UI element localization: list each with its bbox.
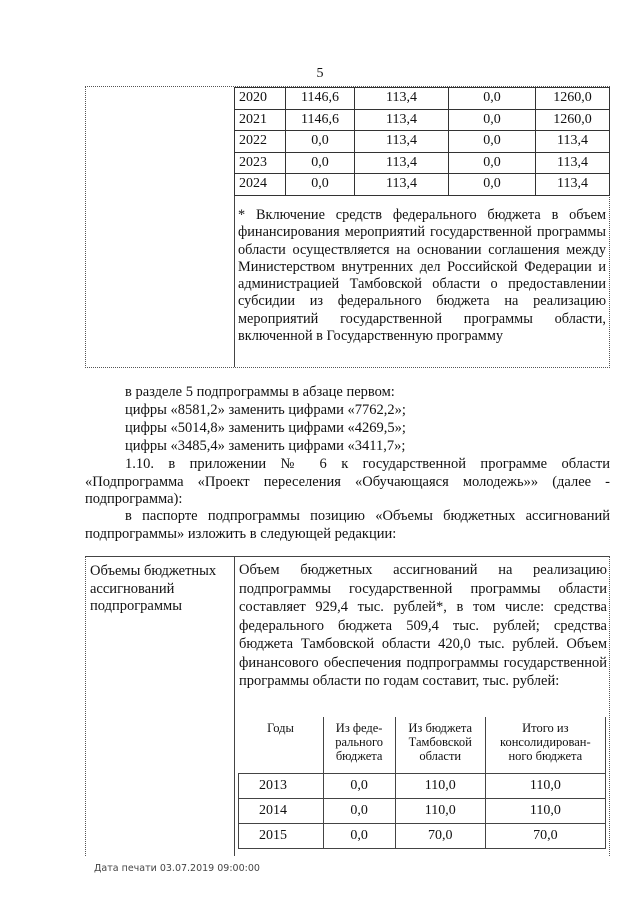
table-cell-v1: 0,0 bbox=[286, 131, 355, 153]
table-row bbox=[235, 174, 610, 196]
table-cell-total: 110,0 bbox=[485, 774, 605, 799]
table-cell-fed: 0,0 bbox=[323, 799, 395, 824]
table-row bbox=[235, 109, 610, 131]
table-cell-v2: 113,4 bbox=[355, 152, 449, 174]
funding-table-top bbox=[85, 86, 610, 368]
table-cell-v1: 0,0 bbox=[286, 174, 355, 196]
header-regional: Из бюджета Тамбовской области bbox=[395, 717, 485, 774]
table-cell-v3: 0,0 bbox=[449, 131, 536, 153]
table-row bbox=[239, 799, 606, 824]
page-number: 5 bbox=[316, 66, 324, 81]
paragraph-replace-2: цифры «5014,8» заменить цифрами «4269,5»; bbox=[125, 420, 406, 436]
table-cell-v4: 113,4 bbox=[536, 131, 610, 153]
paragraph-section5: в разделе 5 подпрограммы в абзаце первом: bbox=[125, 384, 395, 400]
table-cell-year: 2023 bbox=[235, 152, 286, 174]
table-cell-v1: 1146,6 bbox=[286, 109, 355, 131]
table-cell-reg: 110,0 bbox=[395, 799, 485, 824]
table-row bbox=[235, 131, 610, 153]
table-cell-year: 2020 bbox=[235, 88, 286, 110]
paragraph-replace-1: цифры «8581,2» заменить цифрами «7762,2»; bbox=[125, 402, 406, 418]
table-row bbox=[235, 88, 610, 110]
table-cell-v4: 113,4 bbox=[536, 152, 610, 174]
table-cell-v2: 113,4 bbox=[355, 88, 449, 110]
table-cell-year: 2013 bbox=[239, 774, 324, 799]
table-cell-reg: 110,0 bbox=[395, 774, 485, 799]
table-cell-v3: 0,0 bbox=[449, 152, 536, 174]
table-cell-v3: 0,0 bbox=[449, 174, 536, 196]
table-cell-year: 2022 bbox=[235, 131, 286, 153]
table-cell-v4: 113,4 bbox=[536, 174, 610, 196]
table-cell-year: 2014 bbox=[239, 799, 324, 824]
header-years: Годы bbox=[239, 717, 324, 774]
table-cell-v3: 0,0 bbox=[449, 109, 536, 131]
table-cell-total: 70,0 bbox=[485, 824, 605, 849]
table-cell-year: 2015 bbox=[239, 824, 324, 849]
header-total: Итого из консолидирован- ного бюджета bbox=[485, 717, 605, 774]
funding-table-bottom bbox=[85, 556, 610, 856]
table-row bbox=[239, 824, 606, 849]
table-cell-total: 110,0 bbox=[485, 799, 605, 824]
table-cell-year: 2024 bbox=[235, 174, 286, 196]
table-cell-year: 2021 bbox=[235, 109, 286, 131]
federal-budget-footnote: * Включение средств федерального бюджета в объем финансирования мероприятий государственной программы области осуществляется на основании соглашения между Министерством внутренних дел Российской Федерации и администрацией Тамбовской области о предоставлении субсидии из федерального бюджета на реализацию мероприятий государственной программы области, включенной в Государственную программу bbox=[238, 207, 606, 345]
table-cell-v4: 1260,0 bbox=[536, 88, 610, 110]
subprogram-yearly-table bbox=[238, 717, 606, 849]
table-row bbox=[235, 152, 610, 174]
yearly-funding-table bbox=[234, 87, 610, 196]
table-cell-v2: 113,4 bbox=[355, 131, 449, 153]
table-cell-fed: 0,0 bbox=[323, 824, 395, 849]
row-label: Объемы бюджетных ассигнований подпрограммы bbox=[90, 563, 217, 614]
budget-description: Объем бюджетных ассигнований на реализацию подпрограммы государственной программы области составляет 929,4 тыс. рублей*, в том числе: средства федерального бюджета 509,4 тыс. рублей; средства бюджета Тамбовской области 420,0 тыс. рублей. Объем финансового обеспечения подпрограммы государственной программы области по годам составит, тыс. рублей: bbox=[239, 562, 607, 689]
table-cell-v3: 0,0 bbox=[449, 88, 536, 110]
paragraph-replace-3: цифры «3485,4» заменить цифрами «3411,7»; bbox=[125, 438, 406, 454]
table-cell-v4: 1260,0 bbox=[536, 109, 610, 131]
print-date: Дата печати 03.07.2019 09:00:00 bbox=[94, 863, 260, 874]
table-cell-v1: 1146,6 bbox=[286, 88, 355, 110]
table-row bbox=[239, 774, 606, 799]
table-cell-fed: 0,0 bbox=[323, 774, 395, 799]
table-cell-v2: 113,4 bbox=[355, 109, 449, 131]
table-cell-v1: 0,0 bbox=[286, 152, 355, 174]
table-cell-v2: 113,4 bbox=[355, 174, 449, 196]
paragraph-passport: в паспорте подпрограммы позицию «Объемы бюджетных ассигнований подпрограммы» изложить в следующей редакции: bbox=[85, 508, 610, 542]
header-federal: Из феде- рального бюджета bbox=[323, 717, 395, 774]
table-cell-reg: 70,0 bbox=[395, 824, 485, 849]
paragraph-appendix-6: 1.10. в приложении № 6 к государственной программе области «Подпрограмма «Проект переселения «Обучающаяся молодежь»» (далее - подпрограмма): bbox=[85, 456, 610, 507]
